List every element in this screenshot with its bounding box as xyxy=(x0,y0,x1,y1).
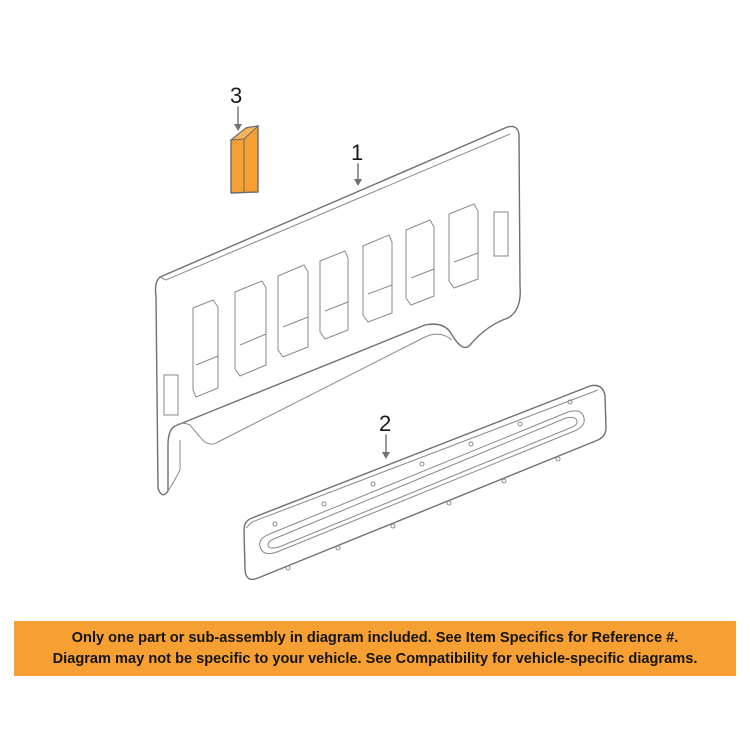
disclaimer-line-2: Diagram may not be specific to your vehicle. See Compatibility for vehicle-specific diagrams. xyxy=(52,651,698,667)
callout-1-arrowhead xyxy=(354,179,362,186)
part-1-panel xyxy=(156,126,521,494)
callout-1-number: 1 xyxy=(351,140,364,165)
callout-3 xyxy=(230,83,242,131)
disclaimer-line-1: Only one part or sub-assembly in diagram included. See Item Specifics for Reference #. xyxy=(71,630,679,646)
callout-2-number: 2 xyxy=(379,411,392,436)
mounting-holes xyxy=(273,400,572,570)
callout-2 xyxy=(379,411,391,459)
part-2-trim-strip xyxy=(244,385,606,579)
callout-3-arrowhead xyxy=(234,124,242,131)
callout-1 xyxy=(351,140,363,186)
callout-2-arrowhead xyxy=(382,452,390,459)
part-3-bracket xyxy=(231,126,258,193)
disclaimer-banner xyxy=(14,621,736,676)
panel-slots xyxy=(164,204,508,415)
callout-3-number: 3 xyxy=(230,83,243,108)
